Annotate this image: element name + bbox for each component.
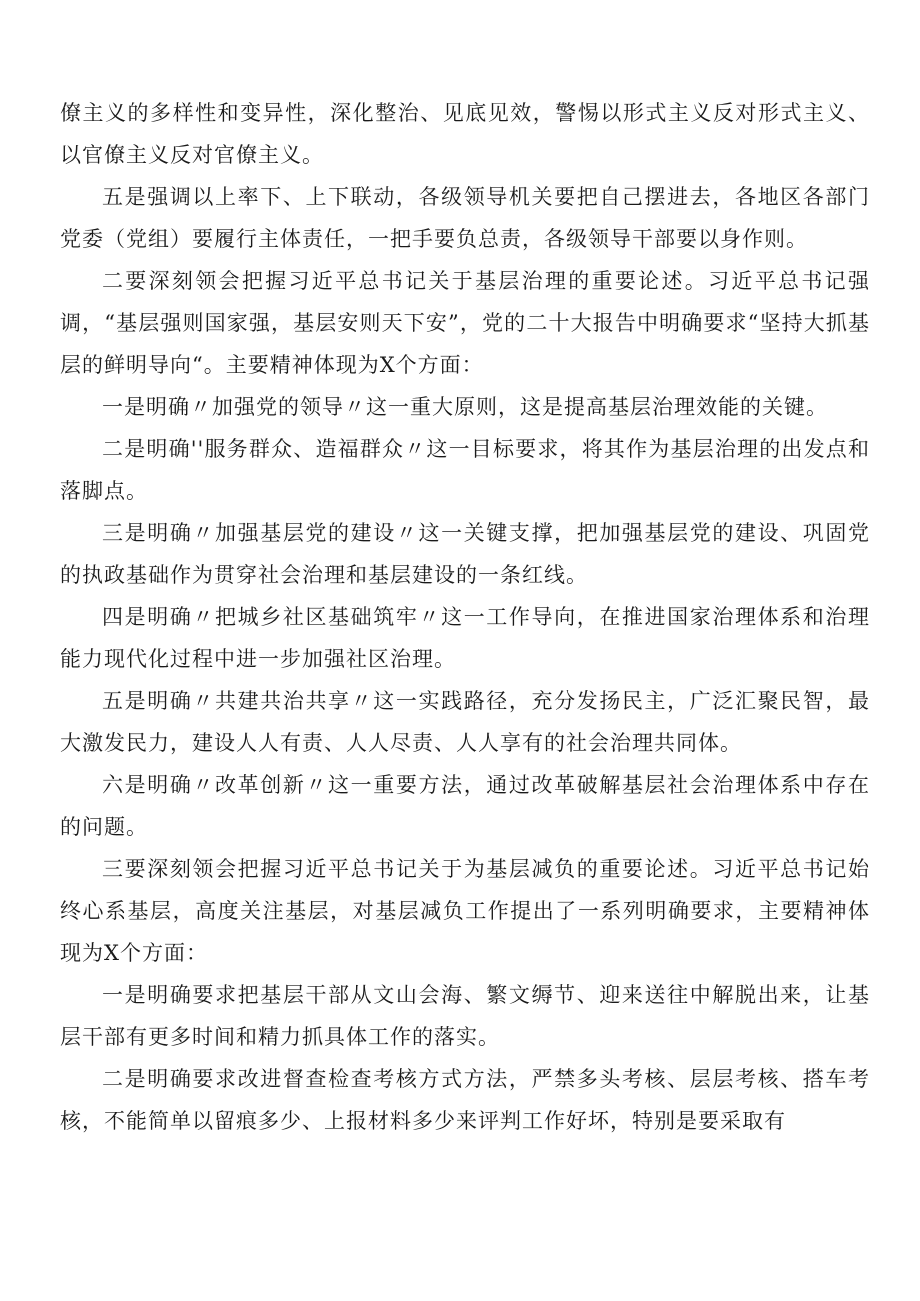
paragraph: 三要深刻领会把握习近平总书记关于为基层减负的重要论述。习近平总书记始终心系基层，高度关注基层，对基层减负工作提出了一系列明确要求，主要精神体现为X个方面： [60,857,870,965]
paragraph: 二是明确要求改进督查检查考核方式方法，严禁多头考核、层层考核、搭车考核，不能简单以留痕多少、上报材料多少来评判工作好坏，特别是要采取有 [60,1067,870,1133]
paragraph: 三是明确〃加强基层党的建设〃这一关键支撑，把加强基层党的建设、巩固党的执政基础作为贯穿社会治理和基层建设的一条红线。 [60,521,870,587]
paragraph: 二要深刻领会把握习近平总书记关于基层治理的重要论述。习近平总书记强调，“基层强则国家强，基层安则天下安”，党的二十大报告中明确要求“坚持大抓基层的鲜明导向“。主要精神体现为X个方面： [60,269,870,377]
paragraph: 五是明确〃共建共治共享〃这一实践路径，充分发扬民主，广泛汇聚民智，最大激发民力，建设人人有责、人人尽责、人人享有的社会治理共同体。 [60,689,870,755]
paragraph: 五是强调以上率下、上下联动，各级领导机关要把自己摆进去，各地区各部门党委（党组）要履行主体责任，一把手要负总责，各级领导干部要以身作则。 [60,185,870,251]
paragraph: 僚主义的多样性和变异性，深化整治、见底见效，警惕以形式主义反对形式主义、以官僚主义反对官僚主义。 [60,101,870,167]
paragraph: 一是明确〃加强党的领导〃这一重大原则，这是提高基层治理效能的关键。 [102,395,828,419]
paragraph: 一是明确要求把基层干部从文山会海、繁文缛节、迎来送往中解脱出来，让基层干部有更多时间和精力抓具体工作的落实。 [60,983,870,1049]
document-body [60,92,870,1142]
paragraph: 六是明确〃改革创新〃这一重要方法，通过改革破解基层社会治理体系中存在的问题。 [60,773,870,839]
paragraph: 二是明确''服务群众、造福群众〃这一目标要求，将其作为基层治理的出发点和落脚点。 [60,437,870,503]
paragraph: 四是明确〃把城乡社区基础筑牢〃这一工作导向，在推进国家治理体系和治理能力现代化过程中进一步加强社区治理。 [60,605,870,671]
